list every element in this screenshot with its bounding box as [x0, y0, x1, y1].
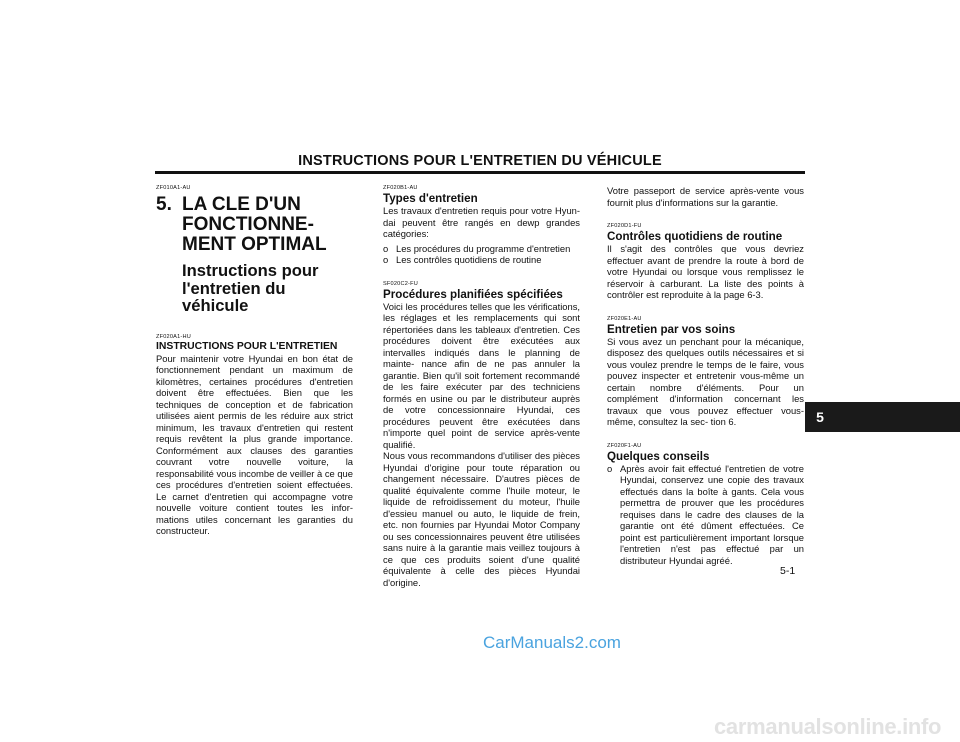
section-body: Pour maintenir votre Hyundai en bon état de fonctionnement pendant un maximum de kilomètres, certaines procédures d'entretien doivent être effectuées. Bien que les techniques de conception et de fabrication utilisées aient permis de les réduire aux strict minimum, les travaux d'entretien qui restent requis revêtent la plus grande importance. Conformément aux clauses des garanties couvrant votre nouvelle voiture, la responsabilité vous incombe de veiller à ce que ces procédures d'entretien soient effectuées. Le carnet d'entretien qui accompagne votre nouvelle voiture contient toutes les infor- mations utiles concernant les garanties du constructeur.: [156, 352, 353, 536]
section-code: ZF010A1-AU: [156, 185, 191, 191]
chapter-title-line: FONCTIONNE-: [182, 214, 314, 235]
section-title: Types d'entretien: [383, 192, 478, 205]
column-3: [607, 185, 804, 566]
page-number: 5-1: [780, 565, 796, 577]
list-item: [383, 243, 580, 255]
bullet-text: Les procédures du programme d'entretien: [396, 242, 571, 254]
chapter-number: 5.: [156, 194, 172, 215]
section-body: Si vous avez un penchant pour la mécanique, disposez des quelques outils nécessaires et si vous voulez prendre le temps de le faire, vous pouvez inspecter et entretenir vous-même un certain nombre d'éléments. Pour un complément d'information concernant les travaux que vous pouvez effectuer vous-même, consultez la sec- tion 6.: [607, 335, 804, 427]
header-rule: [155, 171, 805, 174]
section-code: SF020C2-FU: [383, 280, 418, 287]
section-code: ZF020B1-AU: [383, 185, 418, 191]
list-item: [607, 463, 804, 567]
watermark-carmanuals2: CarManuals2.com: [483, 633, 621, 652]
list-item: [383, 254, 580, 266]
chapter-subtitle: [156, 262, 353, 315]
column-1: [156, 185, 353, 537]
chapter-subtitle-line: l'entretien du véhicule: [182, 278, 286, 315]
section-title: Entretien par vos soins: [607, 322, 736, 336]
section-title: Procédures planifiées spécifiées: [383, 287, 563, 301]
chapter-subtitle-line: Instructions pour: [182, 261, 319, 280]
section-body: Les travaux d'entretien requis pour votre Hyun- dai peuvent être rangés en dewp grandes catégories:: [383, 205, 580, 239]
section-code: ZF020A1-HU: [156, 333, 191, 340]
section-body: Votre passeport de service après-vente vous fournit plus d'informations sur la garantie.: [607, 185, 804, 208]
column-2: [383, 185, 580, 588]
chapter-tab: [805, 402, 960, 432]
page-header-title: INSTRUCTIONS POUR L'ENTRETIEN DU VÉHICULE: [298, 153, 662, 169]
section-title: Contrôles quotidiens de routine: [607, 230, 783, 243]
chapter-title-line: MENT OPTIMAL: [182, 234, 327, 255]
watermark-carmanualsonline: carmanualsonline.info: [714, 714, 942, 739]
bullet-list: [607, 463, 804, 567]
bullet-list: [383, 243, 580, 266]
section-body: Il s'agit des contrôles que vous devriez effectuer avant de prendre la route à bord de votre Hyundai ou lorsque vous remplissez le réservoir à carburant. La liste des points à contrôler est reproduite à la page 6-3.: [607, 243, 804, 300]
section-body: Nous vous recommandons d'utiliser des pièces Hyundai d'origine pour toute réparation ou changement nécessaire. D'autres pièces de qualité équivalente comme l'huile moteur, le liquide de refroidissement du moteur, l'huile d'essieu manuel ou auto, le liquide de frein, etc. non fournies par Hyundai Motor Company ou ses concessionnaires peuvent être utilisées sans nuire à la garantie mais veillez toujours à ce que ces produits soient d'une qualité équivalente à celle des pièces Hyundai d'origine.: [383, 450, 580, 588]
chapter-title-line: LA CLE D'UN: [182, 194, 301, 215]
section-code: ZF020F1-AU: [607, 442, 642, 449]
bullet-mark: o: [383, 254, 389, 265]
bullet-text: Les contrôles quotidiens de routine: [396, 254, 542, 265]
chapter-title: [156, 195, 353, 255]
section-body: Voici les procédures telles que les vérifications, les réglages et les remplacements qui sont répertoriées dans les tableaux d'entretien. Ces procédures doivent être exécutées aux intervalles indiqués dans le planning de mainte- nance afin de ne pas annuler la garantie. Bien qu'il soit fortement recommandé de les faire exécuter par des techniciens formés en usine ou par le distributeur auprès de votre concessionnaire Hyundai, ces procédures peuvent être exécutées dans n'importe quel point de service après-vente qualifié.: [383, 300, 580, 450]
section-title: Quelques conseils: [607, 449, 710, 463]
bullet-mark: o: [383, 242, 389, 254]
bullet-text: Après avoir fait effectué l'entretien de votre Hyundai, conservez une copie des travaux effectués dans la boîte à gants. Cela vous permettra de prouver que les procédures requises dans le cadre des clauses de la garantie ont été dûment effectuées. Ce point est particulièrement important lorsque l'entretien n'est pas effectué par un distributeur Hyundai agréé.: [620, 462, 804, 566]
section-title: INSTRUCTIONS POUR L'ENTRETIEN: [156, 340, 338, 352]
chapter-tab-label: 5: [816, 409, 824, 425]
section-code: ZF020D1-FU: [607, 223, 642, 229]
bullet-mark: o: [607, 462, 613, 474]
section-code: ZF020E1-AU: [607, 315, 642, 322]
